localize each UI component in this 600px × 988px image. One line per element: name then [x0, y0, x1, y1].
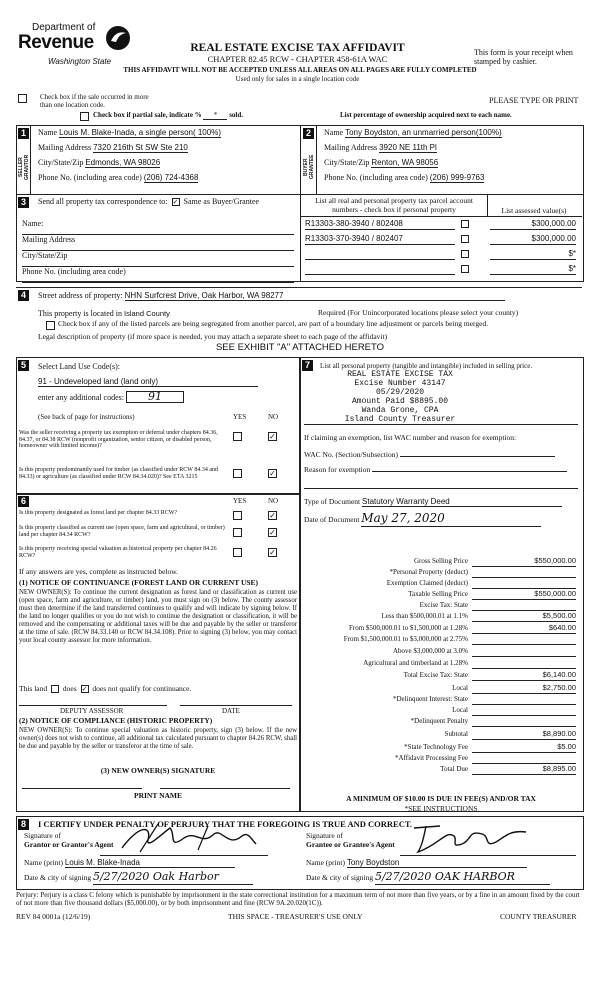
calc-label: Local [452, 706, 468, 714]
calc-row [300, 601, 580, 611]
s6-question-1: Is this property designated as forest land per chapter 84.33 RCW? [19, 510, 178, 516]
doc-type-row [304, 497, 562, 507]
required-note: Required (For Unincorporated locations please select your county) [318, 308, 519, 317]
calc-value[interactable]: $2,750.00 [472, 684, 576, 694]
calc-value[interactable] [472, 635, 576, 645]
acceptance-warning: THIS AFFIDAVIT WILL NOT BE ACCEPTED UNLESS ALL AREAS ON ALL PAGES ARE FULLY COMPLETED [123, 66, 477, 74]
segregated-label: Check box if any of the listed parcels are being segregated from another parcel, are part of a boundary line adjustment or parcels being merged. [58, 319, 489, 328]
calc-row [300, 754, 580, 764]
grantee-sig-label-3: Grantee or Grantee's Agent [306, 839, 395, 849]
legal-desc-label: Legal description of property (if more space is needed, you may attach a separate sheet to each page of the affidavit) [38, 332, 388, 341]
seller-address[interactable]: 7320 216th St SW Ste 210 [93, 143, 188, 152]
grantee-signature-icon[interactable] [410, 822, 530, 854]
s5-yes-header: YES [233, 413, 247, 421]
street-row [38, 291, 505, 301]
calc-label: *Delinquent Interest: State [392, 695, 468, 703]
dor-line1: Department of [32, 22, 96, 33]
s5-no-header: NO [268, 413, 279, 421]
grantor-sig-label-1: Signature of [24, 831, 61, 840]
seller-city-label: City/State/Zip [38, 158, 84, 167]
doc-date-row [304, 512, 541, 527]
partial-sale-prefix: Check box if partial sale, indicate % [93, 111, 202, 119]
calc-row [300, 659, 580, 669]
correspondence-name-label: Name: [22, 219, 44, 228]
dor-emblem-icon [104, 24, 132, 52]
s5-q1-yes[interactable] [233, 432, 242, 441]
does-label: does [62, 684, 77, 693]
calc-value[interactable]: $5.00 [472, 743, 576, 753]
multi-location-checkbox[interactable] [18, 94, 27, 103]
stamp-line: REAL ESTATE EXCISE TAX [347, 370, 453, 379]
section-1-number: 1 [18, 128, 29, 139]
calc-row [300, 647, 580, 657]
calc-label: Taxable Selling Price [408, 590, 468, 598]
grantor-date-row [24, 871, 253, 885]
calc-label: Agricultural and timberland at 1.28% [363, 659, 468, 667]
grantee-date-label: Date & city of signing [306, 873, 374, 882]
personal-property-checkbox[interactable] [461, 265, 469, 273]
parcel-number[interactable]: R13303-370-3940 / 802407 [305, 234, 455, 245]
dor-line2: Revenue [18, 32, 94, 53]
calc-label: Gross Selling Price [413, 557, 468, 565]
s5-q2-yes[interactable] [233, 469, 242, 478]
print-name-label: PRINT NAME [134, 791, 182, 800]
perjury-statement [16, 891, 582, 907]
new-owner-signature-label: (3) NEW OWNER(S) SIGNATURE [100, 766, 216, 775]
calc-row [300, 557, 580, 567]
calc-value[interactable]: $8,895.00 [472, 765, 576, 775]
buyer-phone[interactable]: (206) 999-9763 [429, 173, 485, 182]
calc-label: Less than $500,000.01 at 1.1% [381, 612, 468, 620]
buyer-city-label: City/State/Zip [324, 158, 370, 167]
multi-location-label: Check box if the sale occurred in more than one location code. [40, 93, 149, 110]
s6-question-2: Is this property classified as current use (open space, farm and agricultural, or timber) land per chapter 84.34 RCW? [19, 525, 225, 538]
calc-value[interactable] [472, 647, 576, 657]
certify-statement: I CERTIFY UNDER PENALTY OF PERJURY THAT THE FOREGOING IS TRUE AND CORRECT. [38, 819, 413, 829]
section-8-number: 8 [18, 819, 29, 830]
grantee-name-row [306, 858, 527, 868]
seller-fields [38, 128, 298, 188]
personal-property-label: List all personal property (tangible and intangible) included in selling price. [320, 362, 533, 370]
calc-value[interactable]: $8,890.00 [472, 730, 576, 740]
buyer-city[interactable]: Renton, WA 98056 [371, 158, 439, 167]
calc-row [300, 743, 580, 753]
partial-sale-checkbox[interactable] [80, 112, 89, 121]
grantee-name-label: Name (print) [306, 858, 345, 867]
dor-line3: Washington State [48, 57, 112, 66]
calc-label: *Personal Property (deduct) [389, 568, 468, 576]
same-as-buyer-checkbox[interactable]: ✓ [172, 198, 179, 207]
reason-input[interactable] [372, 463, 567, 472]
parcel-row [305, 219, 580, 234]
buyer-phone-label: Phone No. (including area code) [324, 173, 428, 182]
see-back-note: (See back of page for instructions) [38, 413, 135, 421]
calc-row [300, 579, 580, 589]
assessed-value[interactable]: $300,000.00 [490, 219, 576, 230]
grantor-date-label: Date & city of signing [24, 873, 92, 882]
buyer-name[interactable]: Tony Boydston, an unmarried person(100%) [345, 128, 502, 137]
calc-value[interactable] [472, 568, 576, 578]
calc-label: Total Due [440, 765, 468, 773]
stamp-line: Amount Paid $8895.00 [351, 396, 448, 406]
partial-sale-label [93, 111, 243, 120]
calc-label: *Delinquent Penalty [410, 717, 468, 725]
calc-row [300, 717, 580, 727]
notice-1-body: NEW OWNER(S): To continue the current designation as forest land or classification as current use (open space, farm and agriculture, or timber) land, you must sign on (3) below. The county assessor must then determine if the land transferred continues to qualify and will indicate by signing below. If the land no longer qualifies or you do not wish to continue the designation or classification, it will be removed and the compensating or additional taxes will be due and payable by the seller or transferor at the time of sale. (RCW 84.33.140 or RCW 84.34.108). Prior to signing (3) below, you may contact your local county assessor for more information. [19, 589, 297, 644]
deputy-assessor-label: DEPUTY ASSESSOR [60, 707, 124, 715]
wac-input[interactable] [400, 448, 555, 457]
send-correspondence-row [38, 197, 259, 206]
assessed-header: List assessed value(s) [501, 206, 567, 215]
section-6-number: 6 [18, 496, 29, 507]
s5-question-1: Was the seller receiving a property tax exemption or deferral under chapters 84.36, 84.37, or 84.38 RCW (nonprofit organization, senior citizen, or disabled person, homeowner with limited income)? [19, 430, 218, 450]
calc-label: Total Excise Tax: State [403, 671, 468, 679]
calc-row [300, 671, 580, 681]
calc-value[interactable] [472, 601, 576, 611]
calc-label: Local [452, 684, 468, 692]
s6-q2-no[interactable]: ✓ [269, 528, 276, 537]
calc-value[interactable]: $550,000.00 [472, 557, 576, 567]
calc-label: From $500,000.01 to $1,500,000 at 1.28% [349, 624, 468, 632]
perjury-text: Perjury: Perjury is a class C felony which is punishable by imprisonment in the state correctional institution for a maximum term of not more than five years, or by a fine in an amount fixed by the court of not more than five thousand dollars ($5,000.00), or by both imprisonment and fine (RCW 9A.20.020(1C)). [16, 891, 580, 908]
buyer-address-label: Mailing Address [324, 143, 378, 152]
calc-label: *Affidavit Processing Fee [395, 754, 468, 762]
section-2-number: 2 [303, 128, 314, 139]
calc-value[interactable] [472, 717, 576, 727]
county-select[interactable]: Island County [123, 309, 170, 318]
calc-value[interactable] [472, 695, 576, 705]
form-subtitle: CHAPTER 82.45 RCW - CHAPTER 458-61A WAC [207, 54, 388, 64]
county-treasurer-label: COUNTY TREASURER [500, 912, 577, 921]
calc-label: Exemption Claimed (deduct) [386, 579, 468, 587]
single-location-note: Used only for sales in a single location code [235, 75, 360, 83]
deputy-date-label: DATE [222, 707, 240, 715]
s5-q2-no[interactable]: ✓ [269, 469, 276, 478]
buyer-fields [324, 128, 579, 188]
form-number: REV 84 0001a (12/6/19) [16, 912, 91, 921]
personal-property-checkbox[interactable] [461, 220, 469, 228]
stamp-line: 05/29/2020 [375, 387, 424, 397]
calc-row [300, 765, 580, 775]
seller-name-label: Name [38, 128, 58, 137]
parcel-header: List all real and personal property tax parcel account numbers - check box if personal property [315, 196, 473, 214]
additional-codes-input[interactable]: 91 [126, 391, 184, 403]
notice-2-body: NEW OWNER(S): To continue special valuation as historic property, sign (3) below. If the new owner(s) does not wish to continue, all additional tax calculated pursuant to chapter 84.26 RCW, shall be due and payable by the seller or transferor at the time of sale. [19, 727, 297, 750]
s6-yes-header: YES [233, 497, 247, 505]
calc-label: From $1,500,000.01 to $3,000,000 at 2.75% [343, 635, 468, 643]
calc-row [300, 635, 580, 645]
grantor-name-label: Name (print) [24, 858, 63, 867]
receipt-note: This form is your receipt when stamped by cashier. [474, 48, 573, 67]
stamp-line: Island County Treasurer [344, 414, 456, 424]
calc-label: Excise Tax: State [419, 601, 468, 609]
calc-value[interactable]: $5,500.00 [472, 612, 576, 622]
buyer-name-label: Name [324, 128, 344, 137]
see-instructions: *SEE INSTRUCTIONS [404, 804, 478, 813]
parcel-number[interactable] [305, 264, 455, 275]
treasurer-use-label: THIS SPACE - TREASURER'S USE ONLY [228, 912, 363, 921]
seller-address-label: Mailing Address [38, 143, 92, 152]
wac-label: WAC No. (Section/Subsection) [304, 450, 398, 459]
form-title: REAL ESTATE EXCISE TAX AFFIDAVIT [190, 42, 405, 54]
grantee-date[interactable]: 5/27/2020 OAK HARBOR [375, 871, 550, 885]
does-checkbox[interactable] [51, 685, 59, 693]
buyer-address[interactable]: 3920 NE 11th Pl [379, 143, 437, 152]
assessed-value[interactable]: $* [490, 249, 576, 260]
seller-name[interactable]: Louis M. Blake-Inada, a single person( 100%) [59, 128, 221, 137]
parcel-number[interactable] [305, 249, 455, 260]
calc-row [300, 568, 580, 578]
doc-date-label: Date of Document [304, 515, 360, 524]
section-7-number: 7 [302, 360, 313, 371]
send-correspondence-label: Send all property tax correspondence to: [38, 197, 168, 206]
grantor-signature-icon[interactable] [118, 822, 258, 854]
this-land-label: This land [19, 684, 48, 693]
s6-question-3: Is this property receiving special valuation as historical property per chapter 84.26 RCW? [19, 546, 217, 559]
calc-row [300, 706, 580, 716]
minimum-fee-note: A MINIMUM OF $10.00 IS DUE IN FEE(S) AND/OR TAX [346, 794, 536, 803]
dor-logo [18, 22, 136, 68]
calc-row [300, 730, 580, 740]
grantor-date[interactable]: 5/27/2020 Oak Harbor [93, 871, 253, 885]
s6-q2-yes[interactable] [233, 528, 242, 537]
if-yes-note: If any answers are yes, complete as instructed below. [19, 567, 179, 576]
land-use-label: Select Land Use Code(s): [38, 362, 120, 371]
stamp-line: Wanda Grone, CPA [361, 405, 439, 415]
located-label: This property is located in [38, 309, 122, 318]
located-row [38, 309, 244, 319]
grantee-date-row [306, 871, 550, 885]
calc-value[interactable]: $640.00 [472, 624, 576, 634]
grantor-name-row [24, 858, 235, 868]
stamp-line: Excise Number 43147 [354, 378, 446, 388]
parcel-row [305, 234, 580, 249]
calc-value[interactable] [472, 706, 576, 716]
additional-codes-label: enter any additional codes: [38, 393, 124, 402]
doc-type-label: Type of Document [304, 497, 361, 506]
parcel-row [305, 264, 580, 279]
exemption-label: If claiming an exemption, list WAC number and reason for exemption: [304, 433, 517, 442]
personal-property-checkbox[interactable] [461, 250, 469, 258]
qualify-label: qualify for continuance. [119, 684, 192, 693]
buyer-side-label: BUYER GRANTEE [303, 154, 315, 180]
calc-value[interactable] [472, 754, 576, 764]
calc-row [300, 684, 580, 694]
calc-value[interactable] [472, 659, 576, 669]
section-3-number: 3 [18, 197, 29, 208]
s6-q3-yes[interactable] [233, 548, 242, 557]
grantee-name[interactable]: Tony Boydston [347, 858, 527, 868]
segregated-checkbox[interactable] [46, 321, 55, 330]
doc-type-value[interactable]: Statutory Warranty Deed [362, 497, 562, 507]
street-label: Street address of property: [38, 291, 123, 300]
please-type-note: PLEASE TYPE OR PRINT [489, 96, 579, 105]
parcel-number[interactable]: R13303-380-3940 / 802408 [305, 219, 455, 230]
street-address[interactable]: NHN Surfcrest Drive, Oak Harbor, WA 98277 [125, 291, 505, 301]
land-use-select[interactable]: 91 - Undeveloped land (land only) [38, 377, 258, 387]
correspondence-city-label: City/State/Zip [22, 251, 68, 260]
personal-property-checkbox[interactable] [461, 235, 469, 243]
seller-city[interactable]: Edmonds, WA 98026 [85, 158, 161, 167]
calc-value[interactable]: $6,140.00 [472, 671, 576, 681]
calc-row [300, 590, 580, 600]
assessed-value[interactable]: $300,000.00 [490, 234, 576, 245]
partial-sale-suffix: sold. [229, 111, 244, 119]
s6-q3-no[interactable]: ✓ [269, 548, 276, 557]
ownership-note: List percentage of ownership acquired next to each name. [340, 111, 512, 119]
legal-desc-value[interactable]: SEE EXHIBIT "A" ATTACHED HERETO [215, 342, 385, 353]
continuance-row [19, 685, 191, 694]
reason-label: Reason for exemption [304, 465, 371, 474]
section-4-number: 4 [18, 290, 29, 301]
excise-stamp [330, 371, 470, 425]
calc-row [300, 695, 580, 705]
wac-row [304, 448, 555, 460]
s5-question-2: Is this property predominantly used for timber (as classified under RCW 84.34 and 84.33) or agriculture (as classified under RCW 84.34.020)? See ETA 3215 [19, 467, 219, 480]
reason-row [304, 463, 567, 475]
calc-label: Above $3,000,000 at 3.0% [392, 647, 468, 655]
parcel-list [305, 219, 580, 279]
s6-q1-no[interactable]: ✓ [269, 511, 276, 520]
notice-1-title: (1) NOTICE OF CONTINUANCE (FOREST LAND OR CURRENT USE) [19, 578, 259, 587]
assessed-value[interactable]: $* [490, 264, 576, 275]
calc-label: *State Technology Fee [404, 743, 468, 751]
calc-label: Subtotal [444, 730, 468, 738]
correspondence-address-label: Mailing Address [22, 235, 76, 244]
does-not-checkbox[interactable]: ✓ [81, 685, 88, 694]
parcel-row [305, 249, 580, 264]
s5-q1-no[interactable]: ✓ [269, 432, 276, 441]
section-5-number: 5 [18, 360, 29, 371]
calc-value[interactable] [472, 579, 576, 589]
same-as-buyer-label: Same as Buyer/Grantee [183, 197, 260, 206]
doc-date-value[interactable]: May 27, 2020 [361, 512, 541, 527]
calc-row [300, 624, 580, 634]
does-not-label: does not [92, 684, 118, 693]
grantor-sig-label-2: Grantor or Grantor's Agent [24, 839, 114, 849]
notice-2-title: (2) NOTICE OF COMPLIANCE (HISTORIC PROPERTY) [19, 716, 213, 725]
seller-phone[interactable]: (206) 724-4368 [143, 173, 199, 182]
grantee-sig-label-1: Signature of [306, 831, 343, 840]
correspondence-phone-label: Phone No. (including area code) [22, 267, 126, 276]
calc-row [300, 612, 580, 622]
calc-value[interactable]: $550,000.00 [472, 590, 576, 600]
additional-codes-row [38, 391, 184, 403]
partial-sale-value[interactable]: * [203, 111, 227, 120]
seller-side-label: SELLER GRANTOR [18, 154, 30, 180]
s6-no-header: NO [268, 497, 279, 505]
section-6 [16, 494, 301, 812]
grantor-name[interactable]: Louis M. Blake-Inada [65, 858, 235, 868]
correspondence-fields [22, 219, 294, 283]
s6-q1-yes[interactable] [233, 511, 242, 520]
seller-phone-label: Phone No. (including area code) [38, 173, 142, 182]
